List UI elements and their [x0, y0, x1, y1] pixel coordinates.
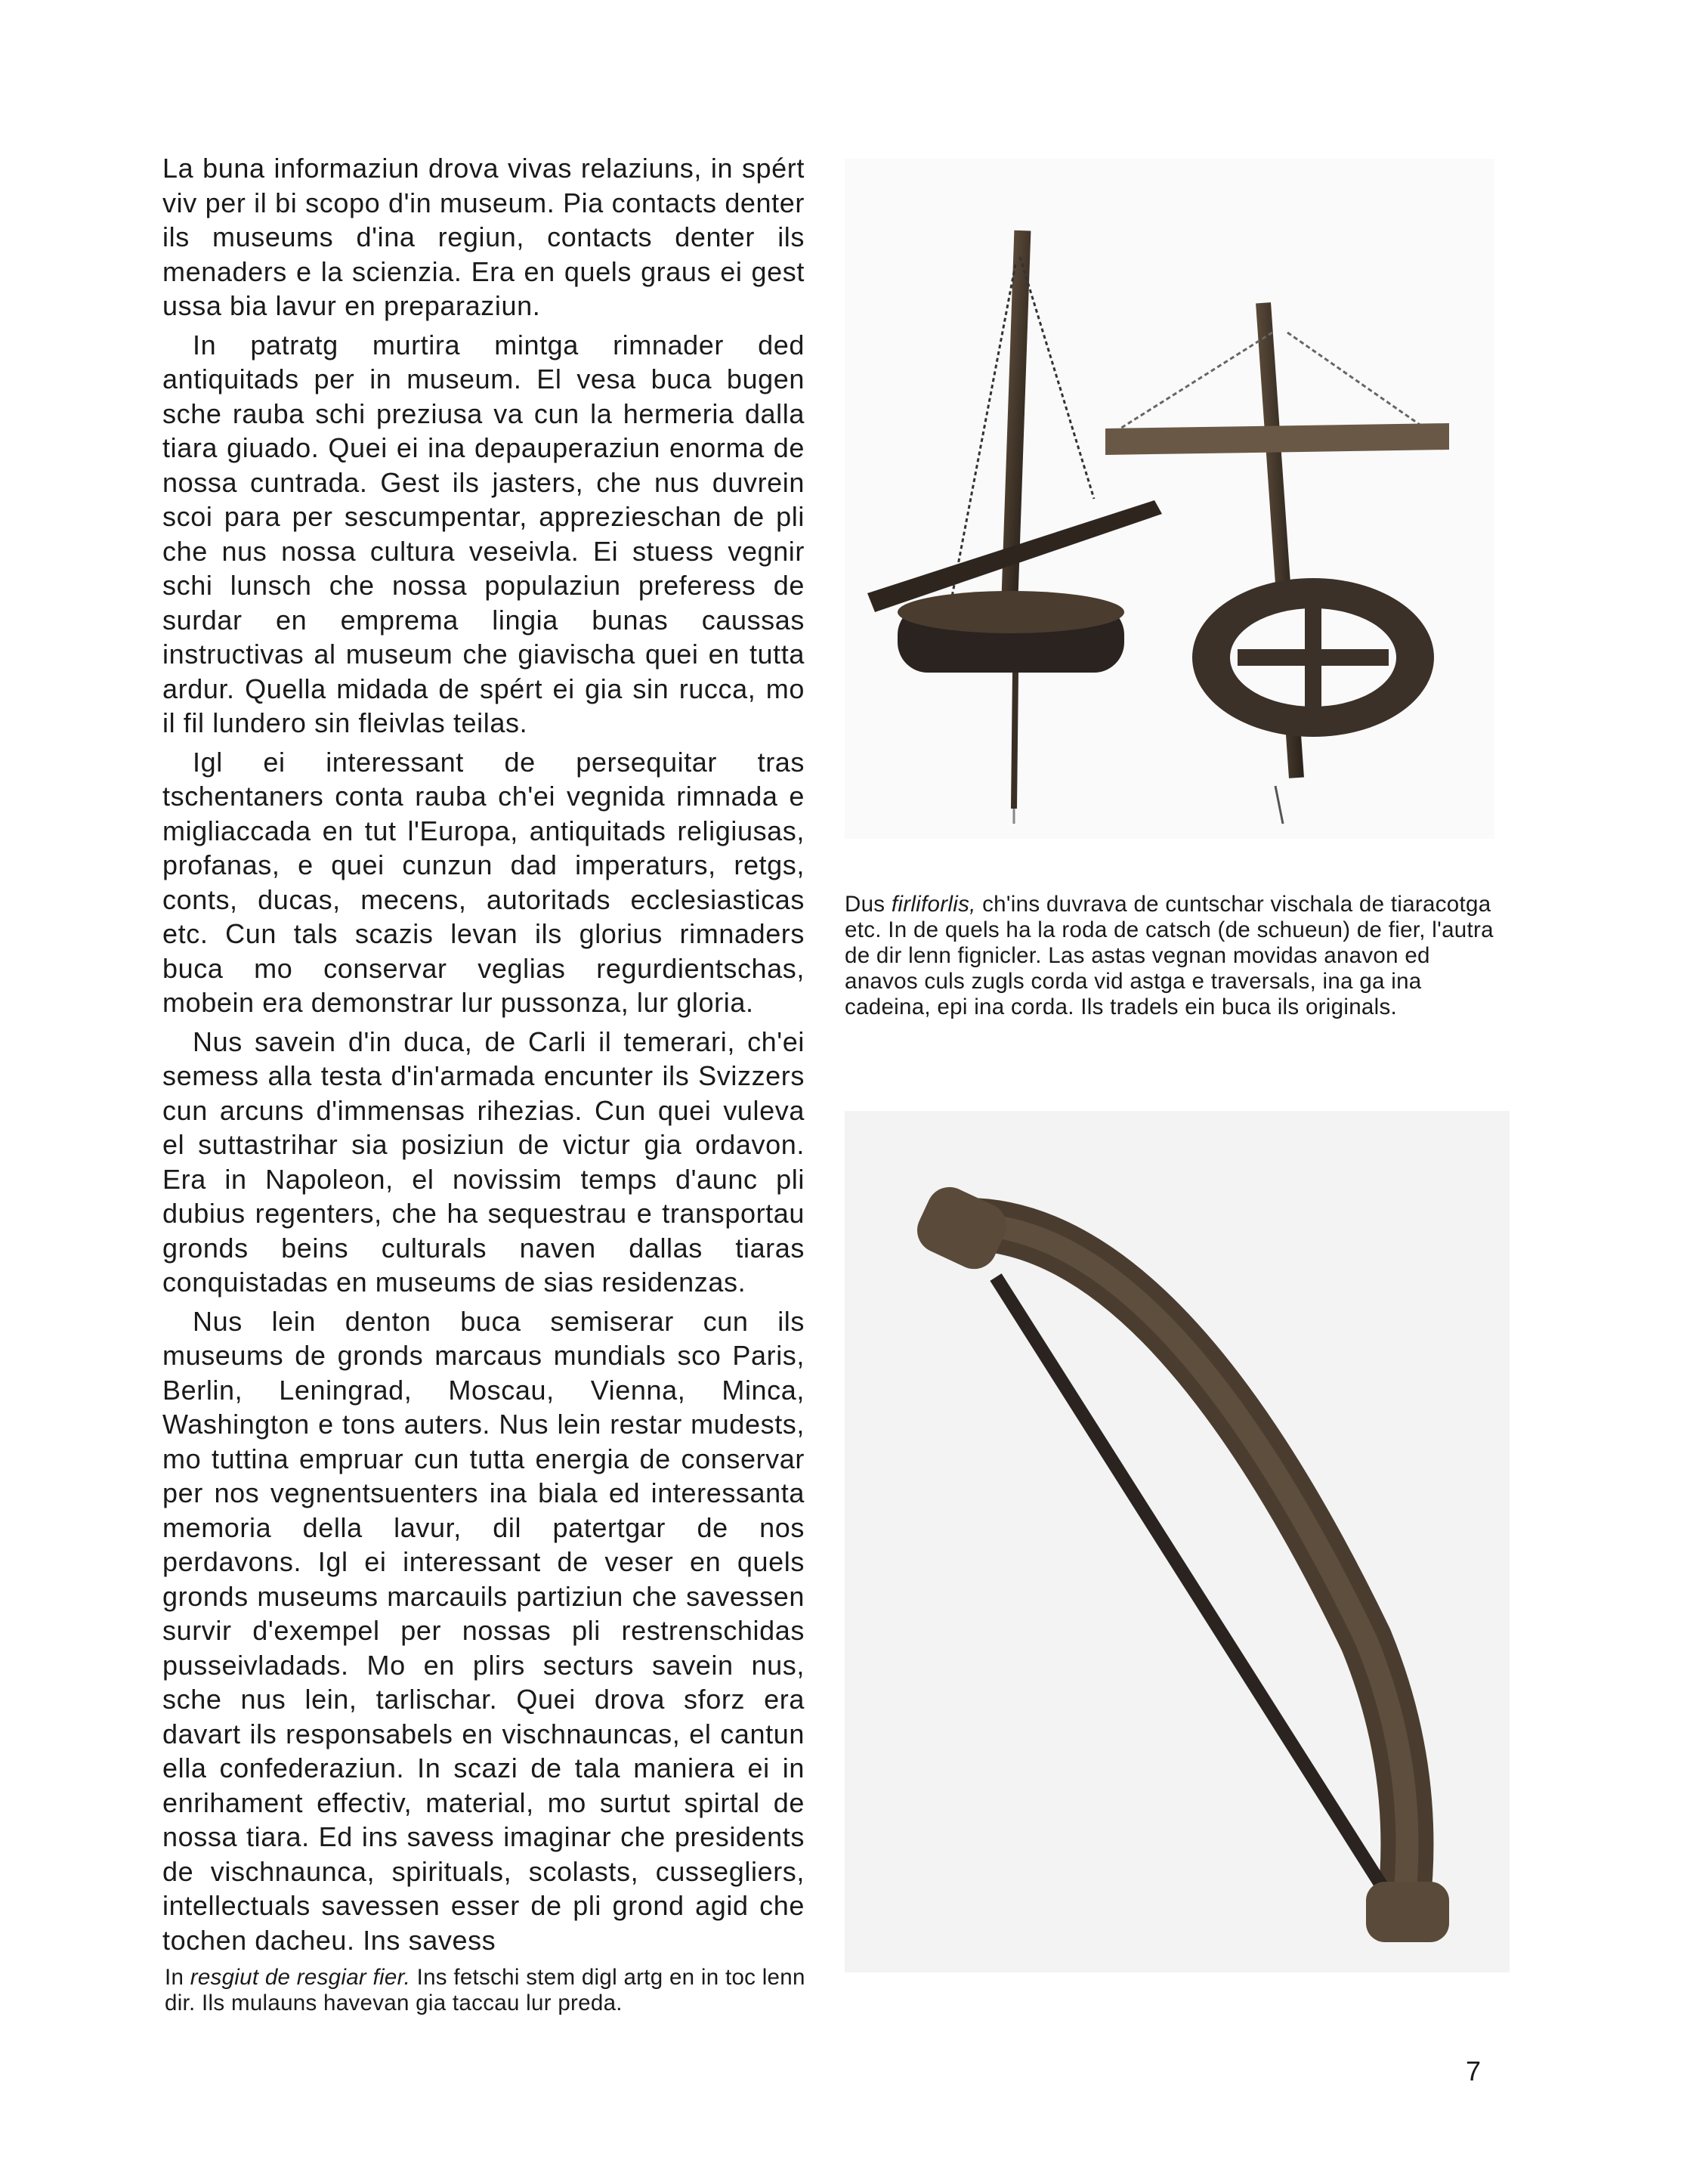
paragraph-5: Nus lein denton buca semiserar cun ils museums de gronds marcaus mundials sco Paris, Berlin, Leningrad, Moscau, Vienna, Minca, Washington e tons auters. Nus lein restar mudests, mo tuttina empruar cun tutta energia de conservar per nos vegnentsuenters ina biala ed interessanta memoria della lavur, dil patertgar de nos perdavons. Igl ei interessant de veser en quels gronds museums marcauils partiziun che savessen survir d'exempel per nossas pli restrenschidas pusseivladads. Mo en plirs secturs savein nus, sche nus lein, tarlischar. Quei drova sforz era davart ils responsabels en vischnauncas, el cantun ella confederaziun. In scazi de tala maniera ei in enrihament effectiv, material, mo surtut spirtal de nossa tiara. Ed ins savess imaginar che presidents de vischnaunca, spirituals, scolasts, cussegliers, intellectuals savessen esser de pli grond agid che tochen dacheu. Ins savess	[162, 1305, 805, 1956]
caption-italic-term: firliforlis,	[891, 892, 976, 917]
caption-prefix: Dus	[845, 892, 892, 917]
caption-italic-term: resgiut de resgiar fier.	[190, 1965, 411, 1990]
photo-bow-saw	[845, 1111, 1510, 1972]
paragraph-4: Nus savein d'in duca, de Carli il temerari, ch'ei semess alla testa d'in'armada encunter ils Svizzers cun arcuns d'immensas rihezias. Cun quei vuleva el suttastrihar sia posiziun de victur gia ordavon. Era in Napoleon, el novissim temps d'aunc pli dubius regenters, che ha sequestrau e transportau gronds beins culturals naven dallas tiaras conquistadas en museums de sias residenzas.	[162, 1025, 805, 1298]
body-text-column	[162, 151, 805, 1957]
spindle-drills-illustration	[845, 159, 1494, 839]
caption-spindle-drills	[845, 892, 1494, 1020]
photo-spindle-drills	[845, 159, 1494, 839]
caption-prefix: In	[165, 1965, 190, 1990]
caption-text: ch'ins duvrava de cuntschar vischala de tiaracotga etc. In de quels ha la roda de catsch (de schueun) de fier, l'autra de dir lenn fignicler. Las astas vegnan movidas anavon ed anavos culs zugls corda vid astga e traversals, ina ga ina cadeina, epi ina corda. Ils tradels ein buca ils originals.	[845, 892, 1494, 1019]
paragraph-1: La buna informaziun drova vivas relaziuns, in spért viv per il bi scopo d'in museum. Pia contacts denter ils museums d'ina regiun, contacts denter ils menaders e la scienzia. Era en quels graus ei gest ussa bia lavur en preparaziun.	[162, 153, 805, 321]
caption-text: Ins fetschi stem digl artg en in toc lenn dir. Ils mulauns havevan gia taccau lur preda.	[165, 1965, 805, 2015]
caption-bow-saw	[165, 1965, 830, 2016]
paragraph-2: In patratg murtira mintga rimnader ded antiquitads per in museum. El vesa buca bugen sche rauba schi preziusa va cun la hermeria dalla tiara giuado. Quei ei ina depauperaziun enorma de nossa cuntrada. Gest ils jasters, che nus duvrein scoi para per sescumpentar, apprezieschan de pli che nus nossa cultura veseivla. Ei stuess vegnir schi lunsch che nossa populaziun preferess de surdar en emprema lingia bunas caussas instructivas al museum che giavischa quei en tutta ardur. Quella midada de spért ei gia sin rucca, mo il fil lundero sin fleivlas teilas.	[162, 329, 805, 738]
page-number: 7	[1466, 2056, 1482, 2087]
paragraph-3: Igl ei interessant de persequitar tras tschentaners conta rauba ch'ei vegnida rimnada e migliaccada en tut l'Europa, antiquitads religiusas, profanas, e quei cunzun dad imperaturs, retgs, conts, ducas, mecens, autoritads ecclesiasticas etc. Cun tals scazis levan ils glorius rimnaders buca mo conservar veglias regurdientschas, mobein era demonstrar lur pussonza, lur gloria.	[162, 746, 805, 1018]
bow-saw-illustration	[845, 1111, 1510, 1972]
